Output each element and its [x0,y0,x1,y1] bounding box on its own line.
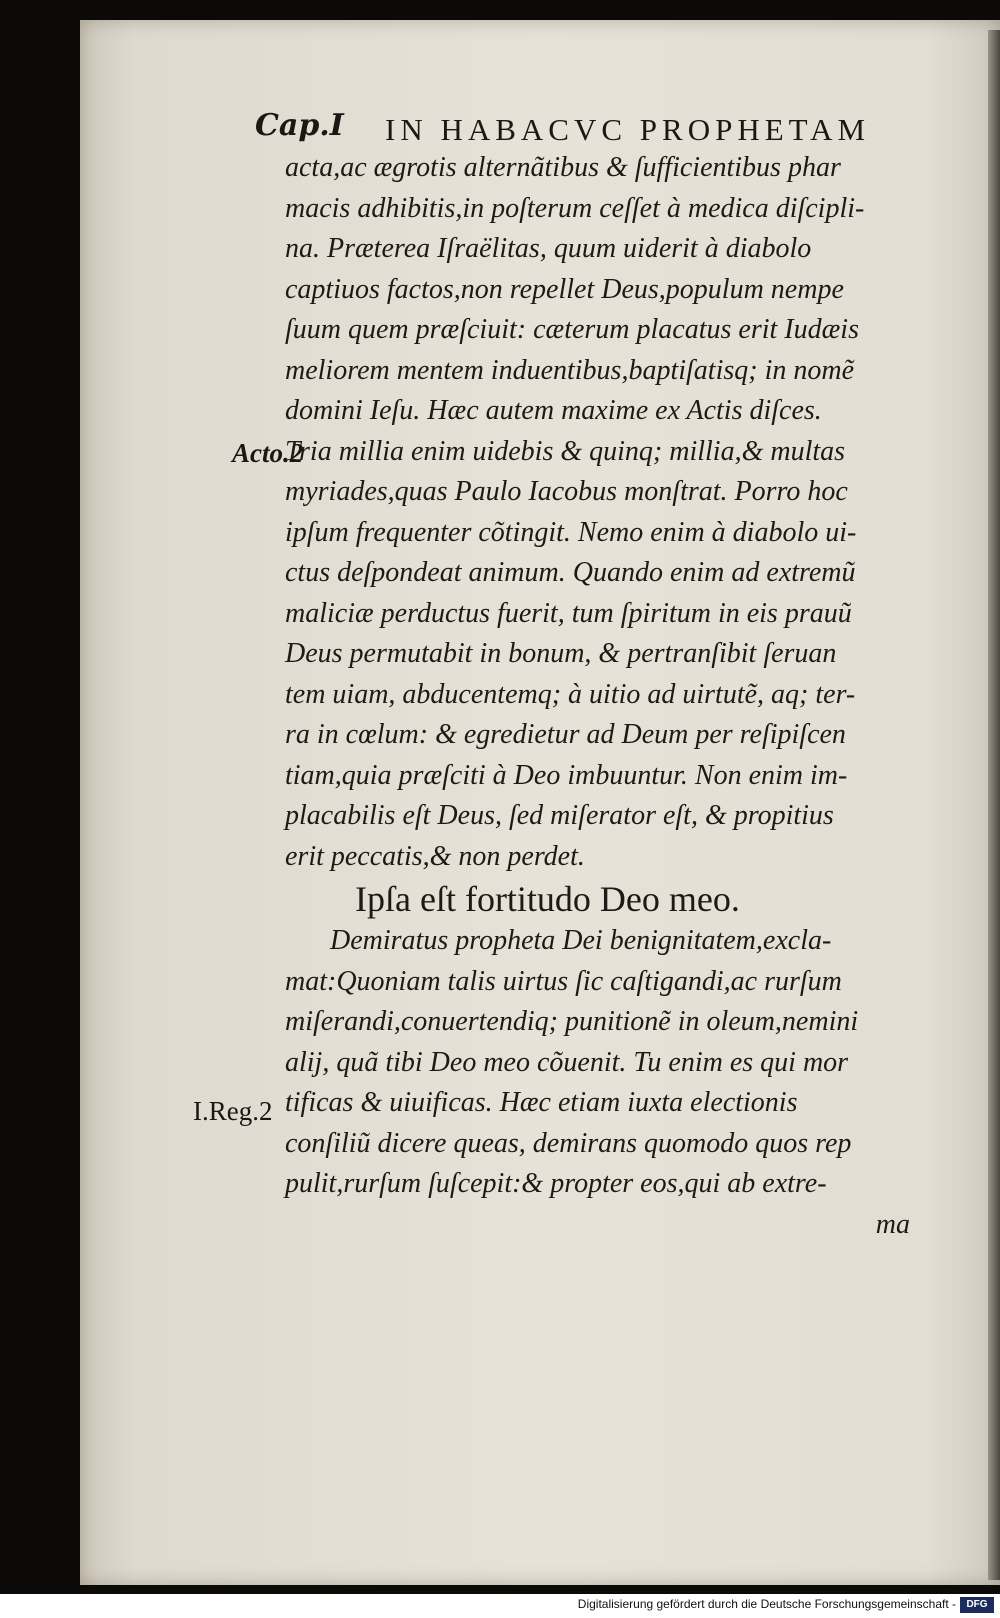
text-line: Demiratus propheta Dei benignitatem,excla- [330,925,832,956]
text-line: myriades,quas Paulo Iacobus monſtrat. Porro hoc [285,476,848,507]
running-title: IN HABACVC PROPHETAM [385,112,871,147]
text-line: macis adhibitis,in poſterum ceſſet à medica diſcipli- [285,192,865,224]
text-line: conſiliũ dicere queas, demirans quomodo quos rep [285,1127,852,1159]
text-line: Tria millia enim uidebis & quinq; millia,& multas [285,435,846,467]
text-line: tificas & uiuificas. Hæc etiam iuxta electionis [285,1087,798,1118]
catchword: ma [875,1208,910,1240]
text-line: acta,ac ægrotis alternãtibus & ſufficientibus phar [285,152,841,183]
text-line: ſuum quem præſciuit: cæterum placatus erit Iudæis [285,314,859,345]
chapter-label: Cap.I [255,108,344,143]
text-line: Deus permutabit in bonum, & pertranſibit ſeruan [285,638,837,669]
text-line: mat:Quoniam talis uirtus ſic caſtigandi,ac rurſum [285,965,842,997]
body-text [285,148,925,1245]
text-line: captiuos factos,non repellet Deus,populum nempe [285,273,844,305]
running-header [0,100,1000,150]
text-line: ra in cœlum: & egredietur ad Deum per reſipiſcen [285,719,846,750]
margin-note-reg: I.Reg.2 [193,1096,273,1126]
footer-credit: Digitalisierung gefördert durch die Deutsche Forschungsgemeinschaft - [577,1597,956,1611]
text-line: erit peccatis,& non perdet. [285,840,585,872]
text-line: maliciæ perductus fuerit, tum ſpiritum in eis prauũ [285,597,852,629]
text-line: ctus deſpondeat animum. Quando enim ad extremũ [285,557,856,588]
text-line: na. Præterea Iſraëlitas, quum uiderit à diabolo [285,233,812,264]
text-line: tem uiam, abducentemq; à uitio ad uirtutẽ, aq; ter- [285,678,856,710]
text-line: miſerandi,conuertendiq; punitionẽ in oleum,nemini [285,1006,859,1037]
text-line: domini Ieſu. Hæc autem maxime ex Actis diſces. [285,395,822,426]
text-line: ipſum frequenter cõtingit. Nemo enim à diabolo ui- [285,516,857,548]
text-line: alij, quã tibi Deo meo cõuenit. Tu enim es qui mor [285,1046,849,1078]
lemma-heading: Ipſa eſt fortitudo Deo meo. [355,879,740,919]
text-line: meliorem mentem induentibus,baptiſatisq; in nomẽ [285,354,854,386]
text-line: pulit,rurſum ſuſcepit:& propter eos,qui ab extre- [285,1168,827,1199]
text-line: placabilis eſt Deus, ſed miſerator eſt, & propitius [285,800,834,831]
digitization-footer [0,1594,1000,1618]
text-line: tiam,quia præſciti à Deo imbuuntur. Non enim im- [285,759,848,791]
page-edge [988,30,1000,1580]
dfg-logo-icon: DFG [960,1597,994,1613]
margin-note-acto: Acto.2 [232,438,304,468]
